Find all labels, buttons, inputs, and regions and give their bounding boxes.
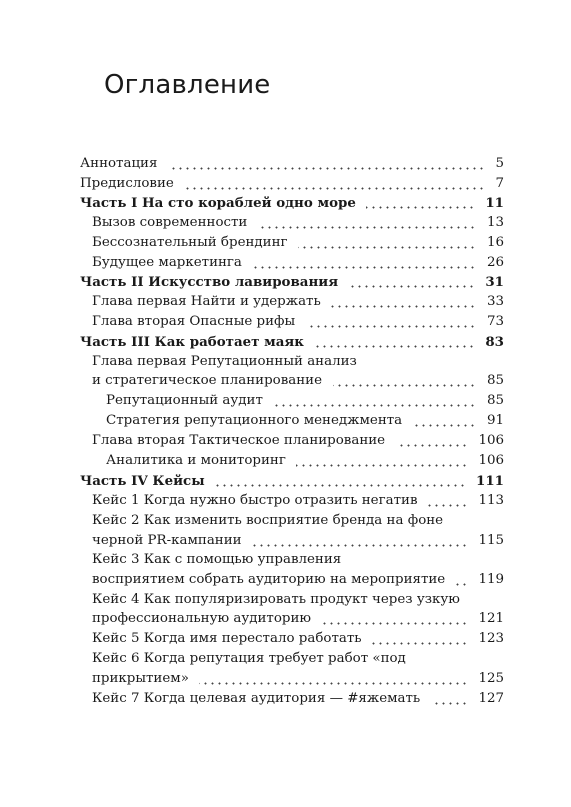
toc-entry (92, 372, 504, 390)
toc-page-number: 106 (478, 453, 504, 468)
toc-page-number: 113 (478, 493, 504, 508)
toc-part-heading (80, 194, 504, 212)
toc-leader-dots (322, 610, 468, 628)
toc-entry-title: Кейс 4 Как популяризировать продукт через узкую (92, 592, 460, 607)
toc-entry (92, 610, 504, 628)
toc-entry (106, 412, 504, 430)
toc-entry (80, 175, 504, 193)
toc-page-number: 111 (476, 473, 504, 489)
toc-leader-dots (184, 175, 485, 193)
toc-leader-dots (258, 214, 476, 232)
toc-entry-title: восприятием собрать аудиторию на мероприятие (92, 572, 446, 587)
toc-entry-title: Часть IV Кейсы (80, 473, 205, 489)
toc-page-number: 85 (486, 393, 504, 408)
toc-leader-dots (252, 532, 468, 550)
toc-page-number: 73 (486, 314, 504, 329)
toc-leader-dots (413, 412, 476, 430)
toc-page-number: 31 (485, 274, 504, 290)
toc-leader-dots (456, 571, 468, 589)
toc-page-number: 83 (485, 334, 504, 350)
toc-entry (106, 392, 504, 410)
toc-leader-dots (431, 690, 468, 708)
toc-entry (92, 670, 504, 688)
toc-page-number: 16 (486, 235, 504, 250)
toc-page-number: 33 (486, 294, 504, 309)
toc-entry (80, 155, 504, 173)
toc-entry-title: Кейс 5 Когда имя перестало работать (92, 631, 362, 646)
toc-entry (92, 551, 504, 569)
toc-entry-title: Часть I На сто кораблей одно море (80, 195, 356, 211)
toc-entry (92, 353, 504, 371)
toc-page-number: 119 (478, 572, 504, 587)
toc-leader-dots (428, 492, 468, 510)
toc-page-number: 7 (495, 176, 504, 191)
toc-entry-title: Часть II Искусство лавирования (80, 274, 339, 290)
toc-entry-title: профессиональную аудиторию (92, 611, 312, 626)
toc-leader-dots (306, 313, 476, 331)
toc-entry-title: Аннотация (80, 156, 158, 171)
toc-entry-title: Бессознательный брендинг (92, 235, 288, 250)
toc-leader-dots (298, 234, 476, 252)
toc-leader-dots (314, 333, 475, 351)
toc-entry (92, 313, 504, 331)
toc-part-heading (80, 333, 504, 351)
toc-entry-title: и стратегическое планирование (92, 373, 323, 388)
toc-page-number: 106 (478, 433, 504, 448)
toc-entry-title: Кейс 2 Как изменить восприятие бренда на фоне (92, 513, 444, 528)
page-title: Оглавление (104, 70, 271, 100)
toc-leader-dots (215, 472, 466, 490)
toc-entry (92, 571, 504, 589)
toc-entry-title: Кейс 7 Когда целевая аудитория — #яжемать (92, 691, 421, 706)
toc-page-number: 121 (478, 611, 504, 626)
toc-entry-title: Кейс 3 Как с помощью управления (92, 552, 342, 567)
toc-part-heading (80, 273, 504, 291)
toc-entry-title: Аналитика и мониторинг (106, 453, 286, 468)
toc-leader-dots (296, 452, 468, 470)
toc-entry-title: Глава первая Репутационный анализ (92, 354, 357, 369)
toc-leader-dots (349, 273, 475, 291)
toc-page-number: 11 (485, 195, 504, 211)
toc-entry-title: прикрытием» (92, 671, 189, 686)
toc-entry-title: Предисловие (80, 176, 174, 191)
toc-entry (92, 690, 504, 708)
toc-page-number: 123 (478, 631, 504, 646)
toc-part-heading (80, 472, 504, 490)
toc-entry-title: Вызов современности (92, 215, 248, 230)
toc-entry-title: Будущее маркетинга (92, 255, 242, 270)
toc-entry (92, 254, 504, 272)
toc-entry-title: Часть III Как работает маяк (80, 334, 304, 350)
toc-leader-dots (199, 670, 468, 688)
toc-leader-dots (331, 293, 476, 311)
toc-entry (106, 452, 504, 470)
toc-leader-dots (168, 155, 485, 173)
toc-leader-dots (366, 194, 475, 212)
toc-entry (92, 293, 504, 311)
toc-page-number: 5 (495, 156, 504, 171)
toc-entry-title: Репутационный аудит (106, 393, 263, 408)
toc-entry (92, 492, 504, 510)
toc-leader-dots (396, 432, 468, 450)
toc-entry (92, 630, 504, 648)
toc-page-number: 91 (486, 413, 504, 428)
toc-page-number: 13 (486, 215, 504, 230)
toc-page-number: 115 (478, 533, 504, 548)
toc-leader-dots (372, 630, 468, 648)
toc-page-number: 85 (486, 373, 504, 388)
toc-entry-title: черной PR-кампании (92, 533, 242, 548)
toc-entry-title: Глава вторая Опасные рифы (92, 314, 296, 329)
toc-entry-title: Кейс 6 Когда репутация требует работ «под (92, 651, 406, 666)
toc-entry (92, 532, 504, 550)
toc-page-number: 26 (486, 255, 504, 270)
toc-leader-dots (333, 372, 476, 390)
toc-page-number: 125 (478, 671, 504, 686)
toc-entry-title: Глава первая Найти и удержать (92, 294, 321, 309)
toc-entry-title: Стратегия репутационного менеджмента (106, 413, 403, 428)
toc-leader-dots (252, 254, 476, 272)
toc-leader-dots (273, 392, 476, 410)
toc-entry (92, 591, 504, 609)
toc-entry-title: Глава вторая Тактическое планирование (92, 433, 386, 448)
toc-entry (92, 234, 504, 252)
toc-entry (92, 650, 504, 668)
toc-page-number: 127 (478, 691, 504, 706)
toc-entry (92, 214, 504, 232)
toc-entry (92, 512, 504, 530)
toc-entry (92, 432, 504, 450)
toc-entry-title: Кейс 1 Когда нужно быстро отразить негатив (92, 493, 418, 508)
